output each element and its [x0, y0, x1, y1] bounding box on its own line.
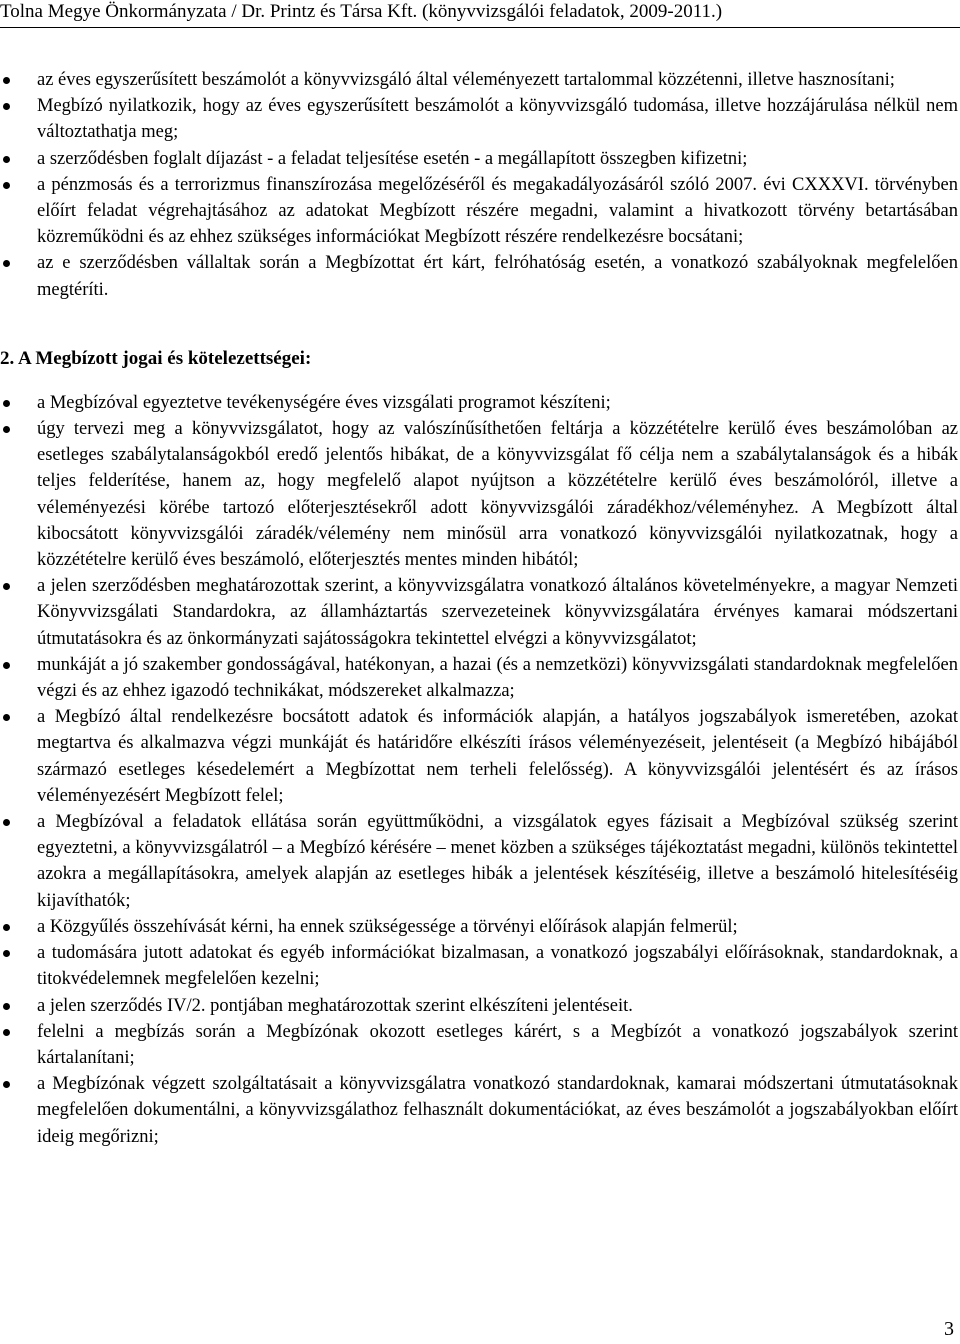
list-item — [0, 1071, 958, 1150]
list-item-text: Megbízó nyilatkozik, hogy az éves egyszerűsített beszámolót a könyvvizsgáló tudomása, illetve hozzájárulása nélkül nem változtathatja meg; — [37, 96, 958, 143]
bullet-icon — [3, 156, 10, 163]
list-item-text: úgy tervezi meg a könyvvizsgálatot, hogy az valószínűsíthetően feltárja a közzétételre kerülő éves beszámolóban az esetleges szabálytalanságokból eredő jelentős hibákat, de a könyvvizsgálat fő célja nem a szabálytalanságok és a hibák teljes felderítése, hanem az, hogy megfelelő alapot nyújtson a közzétételre kerülő éves beszámolóról, illetve a véleményezési körébe tartozó előterjesztésekről adott könyvvizsgálói záradékhoz/véleményhez. A Megbízott által kibocsátott könyvvizsgálói záradék/vélemény nem minősül arra vonatkozó könyvvizsgálói nyilatkozatnak, hogy a közzétételre kerülő éves beszámoló, előterjesztés mentes minden hibától; — [37, 419, 958, 571]
section-heading: 2. A Megbízott jogai és kötelezettségei: — [0, 347, 312, 369]
bullet-icon — [3, 950, 10, 957]
bullet-icon — [3, 103, 10, 110]
list-item — [0, 993, 958, 1019]
list-item — [0, 573, 958, 652]
list-item-text: a pénzmosás és a terrorizmus finanszírozása megelőzéséről és megakadályozásáról szóló 2007. évi CXXXVI. törvényben előírt feladat végrehajtásához az adatokat Megbízott részére megadni, valamint a hivatkozott törvény betartásában közreműködni és az ehhez szükséges információkat Megbízott részére rendelkezésre bocsátani; — [37, 174, 958, 248]
bullet-icon — [3, 1003, 10, 1010]
bullet-icon — [3, 924, 10, 931]
list-item — [0, 250, 958, 302]
rights-obligations-list — [0, 390, 960, 1150]
obligations-list — [0, 67, 960, 303]
bullet-icon — [3, 583, 10, 590]
list-item-text: felelni a megbízás során a Megbízónak okozott esetleges kárért, s a Megbízót a vonatkozó jogszabályok szerint kártalanítani; — [37, 1021, 958, 1068]
list-item — [0, 416, 958, 573]
list-item-text: a Megbízóval a feladatok ellátása során együttműködni, a vizsgálatok egyes fázisait a Megbízóval szükség szerint egyeztetni, a könyvvizsgálatról – a Megbízó kérésére – menet közben a szükséges tájékoztatást megadni, különös tekintettel azokra a megállapításokra, amelyek alapján az esetleges hibák a jelentések készítéséig, illetve a beszámoló hitelesítéséig kijavíthatók; — [37, 812, 958, 911]
list-item-text: a Megbízóval egyeztetve tevékenységére éves vizsgálati programot készíteni; — [37, 392, 611, 413]
list-item-text: az éves egyszerűsített beszámolót a könyvvizsgáló által véleményezett tartalommal közzétenni, illetve hasznosítani; — [37, 70, 895, 90]
list-item-text: a jelen szerződés IV/2. pontjában meghatározottak szerint elkészíteni jelentéseit. — [37, 995, 633, 1016]
list-item — [0, 652, 958, 704]
list-item — [0, 146, 958, 172]
list-item-text: a szerződésben foglalt díjazást - a feladat teljesítése esetén - a megállapított összegben kifizetni; — [37, 148, 748, 169]
bullet-icon — [3, 260, 10, 267]
list-item — [0, 1019, 958, 1071]
page-number: 3 — [944, 1318, 954, 1340]
list-item-text: a jelen szerződésben meghatározottak szerint, a könyvvizsgálatra vonatkozó általános követelményekre, a magyar Nemzeti Könyvvizsgálati Standardokra, az államháztartás szervezeteinek könyvvizsgálatára érvényes kamarai módszertani útmutatásokra és az önkormányzati sajátosságokra tekintettel elvégzi a könyvvizsgálatot; — [37, 576, 958, 649]
list-item — [0, 940, 958, 992]
header-title: Tolna Megye Önkormányzata / Dr. Printz és Társa Kft. (könyvvizsgálói feladatok, 2009-2011.) — [0, 1, 723, 22]
bullet-icon — [3, 662, 10, 669]
document-body — [0, 67, 960, 1150]
list-item — [0, 67, 958, 93]
list-item-text: munkáját a jó szakember gondosságával, hatékonyan, a hazai (és a nemzetközi) könyvvizsgálati standardoknak megfelelően végzi és az ehhez igazodó technikákat, módszereket alkalmazza; — [37, 654, 958, 702]
bullet-icon — [3, 77, 10, 84]
bullet-icon — [3, 714, 10, 721]
list-item — [0, 914, 958, 940]
list-item — [0, 390, 958, 416]
list-item-text: a Megbízó által rendelkezésre bocsátott adatok és információk alapján, a hatályos jogszabályok ismeretében, azokat megtartva és alkalmazva végzi munkáját és határidőre elkészíti írásos véleményezéseit, jelentéseit (a Megbízó hibájából származó esetleges késedelemért a Megbízottat nem terheli felelősség). A könyvvizsgálói jelentésért és az írásos véleményezésért Megbízott felel; — [37, 707, 958, 806]
bullet-icon — [3, 400, 10, 407]
bullet-icon — [3, 819, 10, 826]
bullet-icon — [3, 426, 10, 433]
bullet-icon — [3, 1029, 10, 1036]
list-item — [0, 704, 958, 809]
list-item-text: az e szerződésben vállaltak során a Megbízottat ért kárt, felróhatóság esetén, a vonatkozó szabályoknak megfelelően megtéríti. — [37, 253, 958, 300]
list-item-text: a Megbízónak végzett szolgáltatásait a könyvvizsgálatra vonatkozó standardoknak, kamarai módszertani útmutatásoknak megfelelően dokumentálni, a könyvvizsgálathoz felhasznált dokumentációkat, az éves beszámolót a jogszabályokban előírt ideig megőrizni; — [37, 1074, 958, 1147]
bullet-icon — [3, 182, 10, 189]
list-item — [0, 809, 958, 914]
list-item-text: a Közgyűlés összehívását kérni, ha ennek szükségessége a törvényi előírások alapján felmerül; — [37, 916, 738, 937]
list-item — [0, 172, 958, 251]
list-item-text: a tudomására jutott adatokat és egyéb információkat bizalmasan, a vonatkozó jogszabályi előírásoknak, standardoknak, a titokvédelemnek megfelelően kezelni; — [37, 943, 958, 990]
page-header — [0, 0, 960, 28]
list-item — [0, 93, 958, 145]
bullet-icon — [3, 1081, 10, 1088]
